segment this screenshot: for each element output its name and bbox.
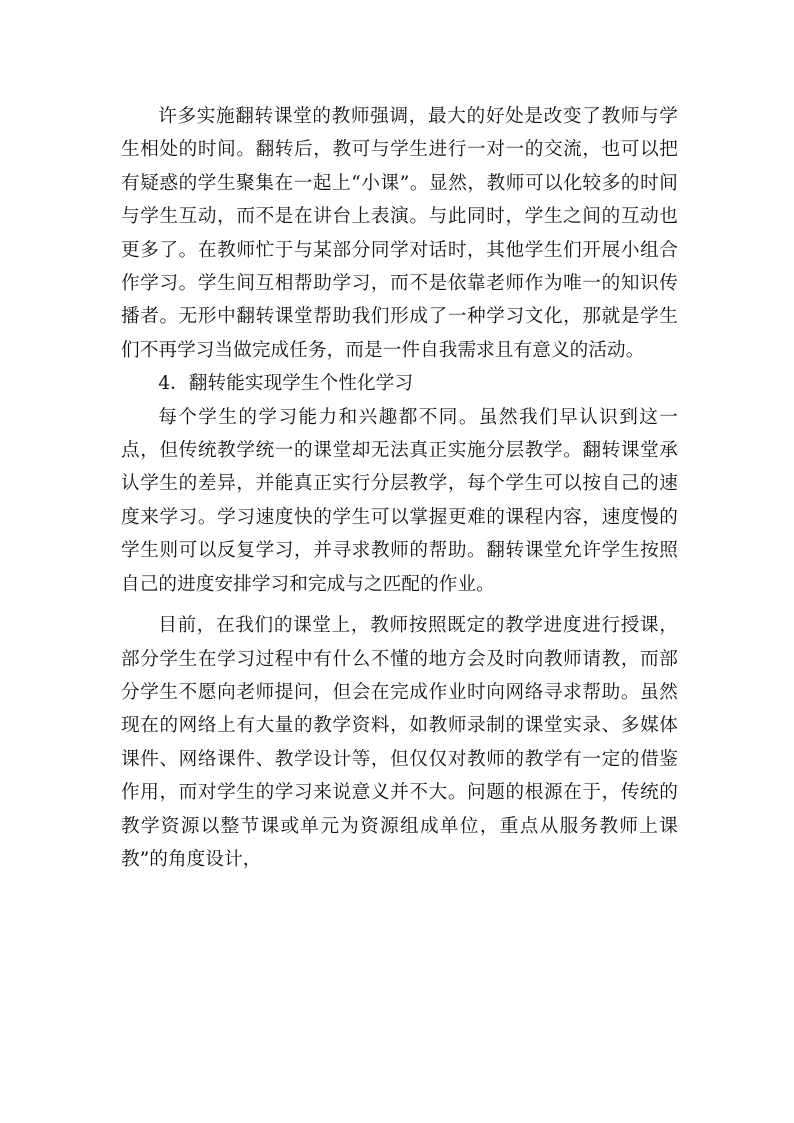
- document-body: [121, 100, 678, 876]
- paragraph-differentiated-teaching: 每个学生的学习能力和兴趣都不同。虽然我们早认识到这一点，但传统教学统一的课堂却无法真正实施分层教学。翻转课堂承认学生的差异，并能真正实行分层教学，每个学生可以按自己的速度来学习。学习速度快的学生可以掌握更难的课程内容，速度慢的学生则可以反复学习，并寻求教师的帮助。翻转课堂允许学生按照自己的进度安排学习和完成与之匹配的作业。: [121, 406, 678, 595]
- paragraph-teacher-student-interaction: 许多实施翻转课堂的教师强调，最大的好处是改变了教师与学生相处的时间。翻转后，教可与学生进行一对一的交流，也可以把有疑惑的学生聚集在一起上“小课”。显然，教师可以化较多的时间与学生互动，而不是在讲台上表演。与此同时，学生之间的互动也更多了。在教师忙于与某部分同学对话时，其他学生们开展小组合作学习。学生间互相帮助学习，而不是依靠老师作为唯一的知识传播者。无形中翻转课堂帮助我们形成了一种学习文化，那就是学生们不再学习当做完成任务，而是一件自我需求且有意义的活动。: [121, 106, 678, 361]
- section-heading-personalized-learning: 4．翻转能实现学生个性化学习: [158, 373, 414, 395]
- paragraph-current-classroom: 目前，在我们的课堂上，教师按照既定的教学进度进行授课，部分学生在学习过程中有什么不懂的地方会及时向教师请教，而部分学生不愿向老师提问，但会在完成作业时向网络寻求帮助。虽然现在的网络上有大量的教学资料，如教师录制的课堂实录、多媒体课件、网络课件、教学设计等，但仅仅对教师的教学有一定的借鉴作用，而对学生的学习来说意义并不大。问题的根源在于，传统的教学资源以整节课或单元为资源组成单位，重点从服务教师上课教”的角度设计，: [121, 615, 678, 870]
